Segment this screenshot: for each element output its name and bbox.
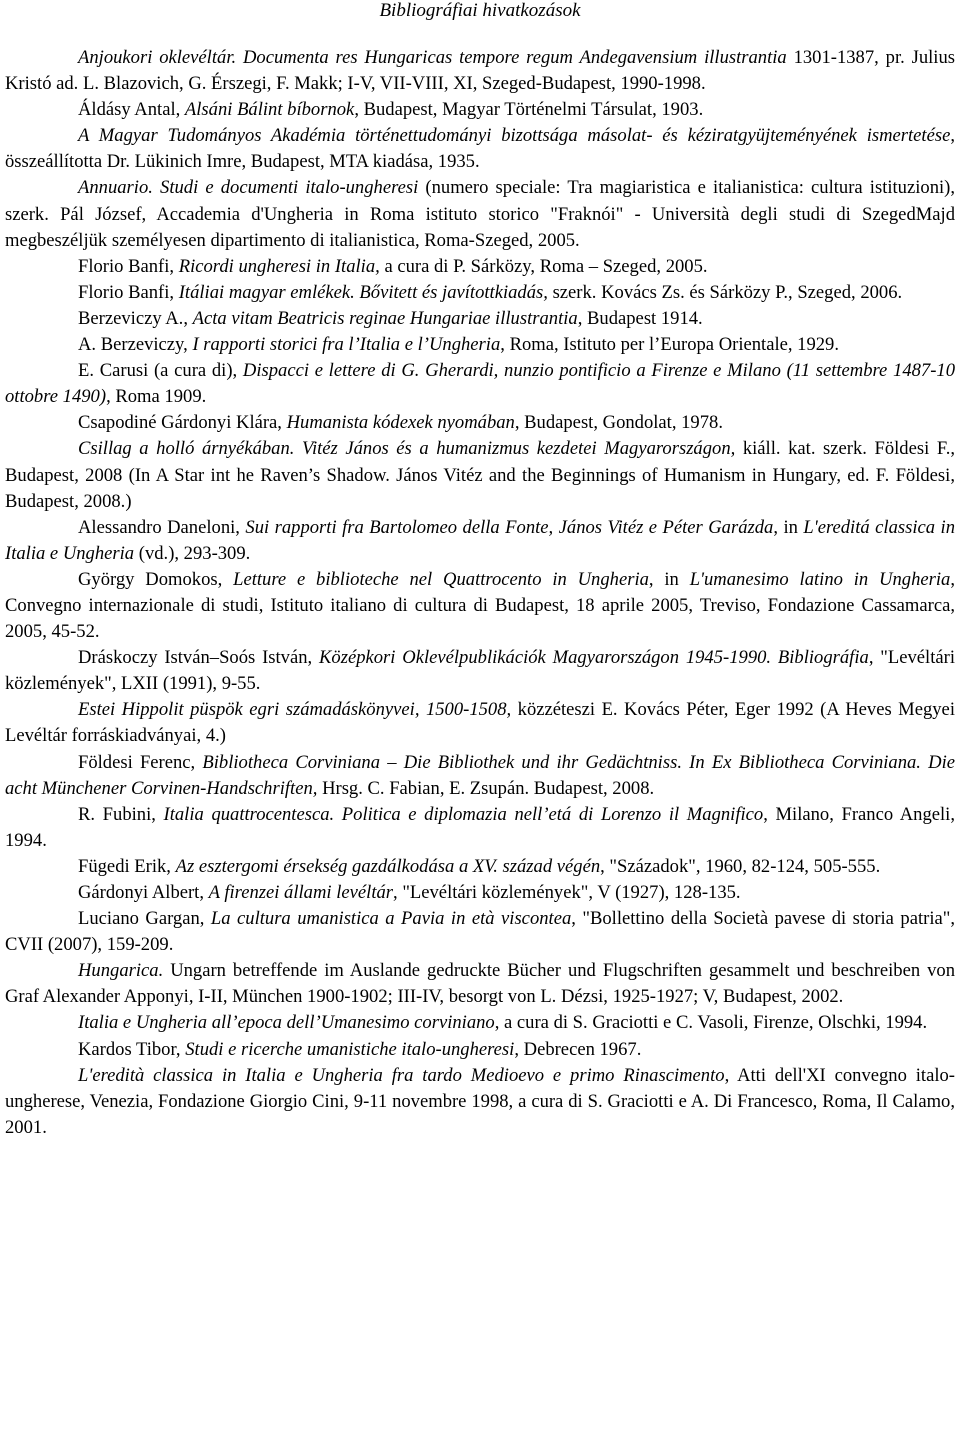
entry-text: Hrsg. C. Fabian, E. Zsupán. Budapest, 2008.: [317, 777, 655, 799]
bibliography-entry: [5, 123, 955, 175]
page-title: Bibliográfiai hivatkozások: [379, 0, 581, 21]
entry-text: , a cura di S. Graciotti e C. Vasoli, Firenze, Olschki, 1994.: [494, 1012, 928, 1034]
entry-text: , Debrecen 1967.: [514, 1038, 642, 1060]
bibliography-entry: [5, 567, 955, 645]
bibliography-entry: [5, 906, 955, 958]
entry-title-text: Hungarica.: [78, 960, 164, 982]
entry-title-text: Letture e biblioteche nel Quattrocento in Ungheria: [233, 568, 649, 590]
entry-text: a cura di P. Sárközy, Roma – Szeged, 2005.: [379, 255, 708, 277]
entry-text: (vd.), 293-309.: [134, 542, 251, 564]
entry-title-text: Acta vitam Beatricis reginae Hungariae illustrantia: [192, 307, 578, 329]
entry-title-text: A Magyar Tudományos Akadémia történettudományi bizottsága másolat- és kéziratgyüjteményének ismertetése: [78, 125, 951, 147]
bibliography-entry: [5, 306, 955, 332]
entry-title-text: Italia e Ungheria all’epoca dell’Umanesimo corviniano: [78, 1012, 495, 1034]
entry-text: Kardos Tibor,: [78, 1038, 186, 1060]
entry-title-text: Alsáni Bálint bíbornok: [184, 99, 355, 121]
bibliography-entry: [5, 854, 955, 880]
entry-title-text: L'ereditá classica in Italia e Ungheria: [5, 516, 955, 564]
bibliography-entry: [5, 697, 955, 749]
entry-text: Luciano Gargan,: [78, 908, 211, 930]
entry-text: Dráskoczy István–Soós István,: [78, 647, 320, 669]
entry-text: , "Századok", 1960, 82-124, 505-555.: [600, 855, 881, 877]
bibliography-entry: [5, 802, 955, 854]
bibliography-entry: [5, 97, 955, 123]
entry-text: , "Levéltári közlemények", V (1927), 128-135.: [393, 882, 741, 903]
entry-text: Áldásy Antal,: [78, 99, 185, 121]
entry-title-text: Italia quattrocentesca. Politica e diplomazia nell’etá di Lorenzo il Magnifico: [163, 803, 764, 825]
entry-text: Berzeviczy A.,: [78, 307, 193, 329]
entry-text: , Budapest, Gondolat, 1978.: [514, 412, 723, 434]
entry-text: Florio Banfi,: [78, 281, 179, 303]
entry-title-text: L'eredità classica in Italia e Ungheria fra tardo Medioevo e primo Rinascimento: [78, 1064, 725, 1086]
bibliography-entry: [5, 515, 955, 567]
entry-text: , Budapest, Magyar Történelmi Társulat, 1903.: [354, 99, 704, 121]
entry-title-text: Itáliai magyar emlékek. Bővitett és javítottkiadás,: [178, 281, 548, 303]
entry-title-text: Középkori Oklevélpublikációk Magyarországon 1945-1990. Bibliográfia: [319, 647, 869, 669]
bibliography-entry: [5, 410, 955, 436]
bibliography-entry: [5, 645, 955, 697]
entry-title-text: Humanista kódexek nyomában: [286, 412, 515, 434]
entry-text: kiáll. kat. szerk. Földesi F., Budapest, 2008 (In A Star int he Raven’s Shadow. János Vitéz and the Beginnings of Humanism in Hungary, ed. F. Földesi, Budapest, 2008.): [5, 438, 955, 512]
entry-text: , Roma 1909.: [106, 386, 207, 408]
entry-text: , összeállította Dr. Lükinich Imre, Budapest, MTA kiadása, 1935.: [5, 125, 955, 173]
entry-text: , Milano, Franco Angeli, 1994.: [5, 803, 955, 851]
entry-text: Ungarn betreffende im Auslande gedruckte Bücher und Flugschriften gesammelt und beschreiben von Graf Alexander Apponyi, I-II, München 1900-1902; III-IV, besorgt von L. Dézsi, 1925-1927; V, Budapest, 2002.: [5, 960, 955, 1008]
bibliography-entry: [5, 1010, 955, 1036]
entry-title-text: I rapporti storici fra l’Italia e l’Ungheria: [192, 334, 501, 356]
bibliography-entry: [5, 436, 955, 514]
entry-text: , "Levéltári közlemények", LXII (1991), 9-55.: [5, 647, 955, 695]
entry-text: Gárdonyi Albert,: [78, 882, 209, 903]
bibliography-entry: [5, 254, 955, 280]
bibliography-entry: [5, 280, 955, 306]
bibliography-entry: [5, 750, 955, 802]
entry-text: közzéteszi E. Kovács Péter, Eger 1992 (A Heves Megyei Levéltár forráskiadványai, 4.): [5, 699, 955, 747]
entry-text: , Budapest 1914.: [577, 307, 703, 329]
entry-text: , Convegno internazionale di studi, Istituto italiano di cultura di Budapest, 18 aprile 2005, Treviso, Fondazione Cassamarca, 2005, 45-52.: [5, 568, 955, 643]
entry-title-text: Csillag a holló árnyékában. Vitéz János és a humanizmus kezdetei Magyarországon,: [78, 438, 736, 460]
entry-text: Csapodiné Gárdonyi Klára,: [78, 412, 287, 434]
entry-text: E. Carusi (a cura di),: [78, 360, 243, 382]
entry-title-text: La cultura umanistica a Pavia in età viscontea: [210, 908, 572, 930]
entry-title-text: Az esztergomi érsekség gazdálkodása a XV. század végén: [175, 855, 601, 877]
entry-title-text: Dispacci e lettere di G. Gherardi, nunzio pontificio a Firenze e Milano (11 settembre 1487-10 ottobre 1490): [5, 360, 955, 408]
bibliography-entry: [5, 358, 955, 410]
bibliography-entry: [5, 880, 955, 906]
entry-title-text: Annuario. Studi e documenti italo-ungheresi: [78, 177, 419, 199]
entry-title-text: Estei Hippolit püspök egri számadáskönyvei, 1500-1508,: [78, 699, 512, 721]
bibliography-list: [5, 45, 955, 1141]
entry-text: 1301-1387, pr. Julius Kristó ad. L. Blazovich, G. Érszegi, F. Makk; I-V, VII-VIII, XI, Szeged-Budapest, 1990-1998.: [5, 47, 956, 95]
entry-text: A. Berzeviczy,: [78, 334, 193, 356]
entry-title-text: Studi e ricerche umanistiche italo-ungheresi: [185, 1038, 515, 1060]
entry-title-text: L'umanesimo latino in Ungheria: [689, 568, 951, 590]
entry-text: , "Bollettino della Società pavese di storia patria", CVII (2007), 159-209.: [5, 908, 955, 956]
entry-text: , in: [648, 568, 690, 590]
bibliography-entry: [5, 332, 955, 358]
entry-text: Fügedi Erik,: [78, 855, 176, 877]
bibliography-entry: [5, 958, 955, 1010]
entry-text: R. Fubini,: [78, 803, 164, 825]
bibliography-entry: [5, 175, 955, 253]
bibliography-entry: [5, 1037, 955, 1063]
entry-title-text: Anjoukori oklevéltár. Documenta res Hungaricas tempore regum Andegavensium illustrantia: [78, 47, 787, 68]
bibliography-entry: [5, 45, 955, 97]
entry-text: Alessandro Daneloni,: [78, 516, 246, 538]
entry-text: szerk. Kovács Zs. és Sárközy P., Szeged, 2006.: [547, 281, 903, 303]
entry-text: Földesi Ferenc,: [78, 751, 203, 773]
entry-text: Florio Banfi,: [78, 255, 179, 277]
bibliography-entry: [5, 1063, 955, 1141]
entry-title-text: A firenzei állami levéltár: [208, 882, 394, 903]
entry-title-text: Bibliotheca Corviniana – Die Bibliothek und ihr Gedächtniss. In Ex Bibliotheca Corviniana. Die acht Münchener Corvinen-Handschriften,: [5, 751, 955, 799]
entry-text: , Atti dell'XI convegno italo-ungherese, Venezia, Fondazione Giorgio Cini, 9-11 novembre 1998, a cura di S. Graciotti e A. Di Francesco, Roma, Il Calamo, 2001.: [5, 1064, 955, 1138]
entry-title-text: Sui rapporti fra Bartolomeo della Fonte, János Vitéz e Péter Garázda: [245, 516, 774, 538]
entry-text: , Roma, Istituto per l’Europa Orientale, 1929.: [500, 334, 840, 356]
entry-text: (numero speciale: Tra magiaristica e italianistica: cultura istituzioni), szerk. Pál József, Accademia d'Ungheria in Roma istituto storico "Fraknói" - Università degli studi di SzegedMajd megbeszéljük személyesen dipartimento di italianistica, Roma-Szeged, 2005.: [5, 177, 956, 251]
entry-text: , in: [773, 516, 804, 538]
entry-text: György Domokos,: [78, 568, 234, 590]
entry-title-text: Ricordi ungheresi in Italia,: [178, 255, 380, 277]
